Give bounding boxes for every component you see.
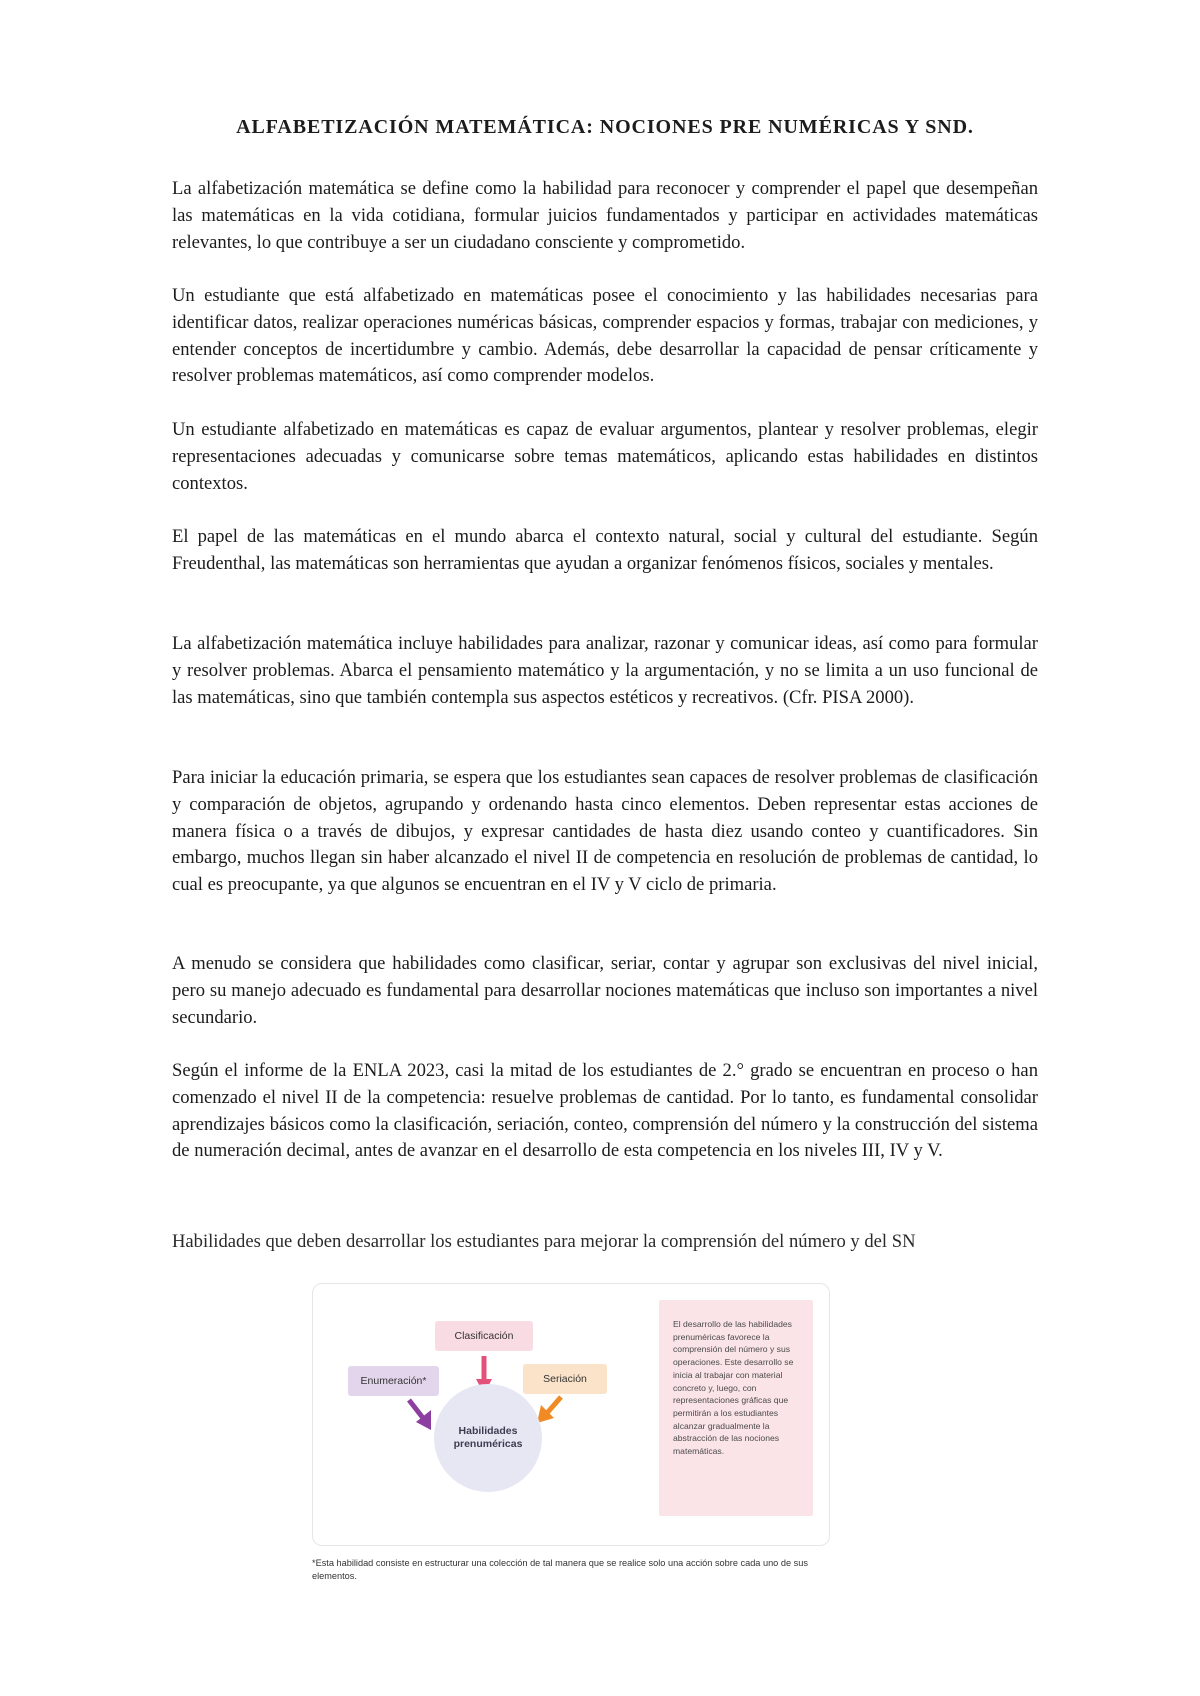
figure-footnote: *Esta habilidad consiste en estructurar una colección de tal manera que se realice solo una acción sobre cada uno de sus elementos. — [312, 1558, 808, 1581]
enumeracion-label: Enumeración* — [348, 1366, 439, 1396]
figure-caption: Habilidades que deben desarrollar los estudiantes para mejorar la comprensión del número y del SN — [172, 1231, 916, 1252]
paragraph-primary-education: Para iniciar la educación primaria, se espera que los estudiantes sean capaces de resolver problemas de clasificación y comparación de objetos, agrupando y ordenando hasta cinco elementos. Deben representar estas acciones de manera física o a través de dibujos, y expresar cantidades de hasta diez usando conteo y cuantificadores. Sin embargo, muchos llegan sin haber alcanzado el nivel II de competencia en resolución de problemas de cantidad, lo cual es preocupante, ya que algunos se encuentran en el IV y V ciclo de primaria. — [172, 767, 1038, 896]
paragraph-enla: Según el informe de la ENLA 2023, casi la mitad de los estudiantes de 2.° grado se encuentran en proceso o han comenzado el nivel II de la competencia: resuelve problemas de cantidad. Por lo tanto, es fundamental consolidar aprendizajes básicos como la clasificación, seriación, conteo, comprensión del número y la construcción del sistema de numeración decimal, antes de avanzar en el desarrollo de esta competencia en los niveles III, IV y V. — [172, 1060, 1038, 1162]
paragraph-initial-level: A menudo se considera que habilidades como clasificar, seriar, contar y agrupar son exclusivas del nivel inicial, pero su manejo adecuado es fundamental para desarrollar nociones matemáticas que incluso son importantes a nivel secundario. — [172, 953, 1038, 1028]
prenumeric-skills-figure — [312, 1283, 830, 1546]
center-label: Habilidades prenuméricas — [453, 1425, 523, 1450]
figure-note-text: El desarrollo de las habilidades prenuméricas favorece la comprensión del número y sus operaciones. Este desarrollo se inicia al trabajar con material concreto y, luego, con representaciones gráficas que permitirán a los estudiantes alcanzar gradualmente la abstracción de las nociones matemáticas. — [673, 1319, 794, 1457]
document-title: ALFABETIZACIÓN MATEMÁTICA: NOCIONES PRE NUMÉRICAS Y SND. — [236, 116, 974, 138]
prenumeric-skills-circle — [434, 1384, 542, 1492]
clasificacion-label: Clasificación — [435, 1321, 533, 1351]
paragraph-pisa: La alfabetización matemática incluye habilidades para analizar, razonar y comunicar ideas, así como para formular y resolver problemas. Abarca el pensamiento matemático y la argumentación, y no se limita a un uso funcional de las matemáticas, sino que también contempla sus aspectos estéticos y recreativos. (Cfr. PISA 2000). — [172, 633, 1038, 708]
paragraph-definition: La alfabetización matemática se define como la habilidad para reconocer y comprender el papel que desempeñan las matemáticas en la vida cotidiana, formular juicios fundamentados y participar en actividades matemáticas relevantes, lo que contribuye a ser un ciudadano consciente y comprometido. — [172, 178, 1038, 253]
paragraph-student-abilities: Un estudiante alfabetizado en matemáticas es capaz de evaluar argumentos, plantear y resolver problemas, elegir representaciones adecuadas y comunicarse sobre temas matemáticos, aplicando estas habilidades en distintos contextos. — [172, 419, 1038, 494]
paragraph-student-knowledge: Un estudiante que está alfabetizado en matemáticas posee el conocimiento y las habilidades necesarias para identificar datos, realizar operaciones numéricas básicas, comprender espacios y formas, trabajar con mediciones, y entender conceptos de incertidumbre y cambio. Además, debe desarrollar la capacidad de pensar críticamente y resolver problemas matemáticos, así como comprender modelos. — [172, 285, 1038, 387]
seriacion-label: Seriación — [523, 1364, 607, 1394]
paragraph-freudenthal: El papel de las matemáticas en el mundo abarca el contexto natural, social y cultural del estudiante. Según Freudenthal, las matemáticas son herramientas que ayudan a organizar fenómenos físicos, sociales y mentales. — [172, 526, 1038, 574]
enumeracion-arrow — [409, 1400, 431, 1430]
seriacion-arrow — [537, 1397, 561, 1423]
figure-note-box — [659, 1300, 813, 1516]
